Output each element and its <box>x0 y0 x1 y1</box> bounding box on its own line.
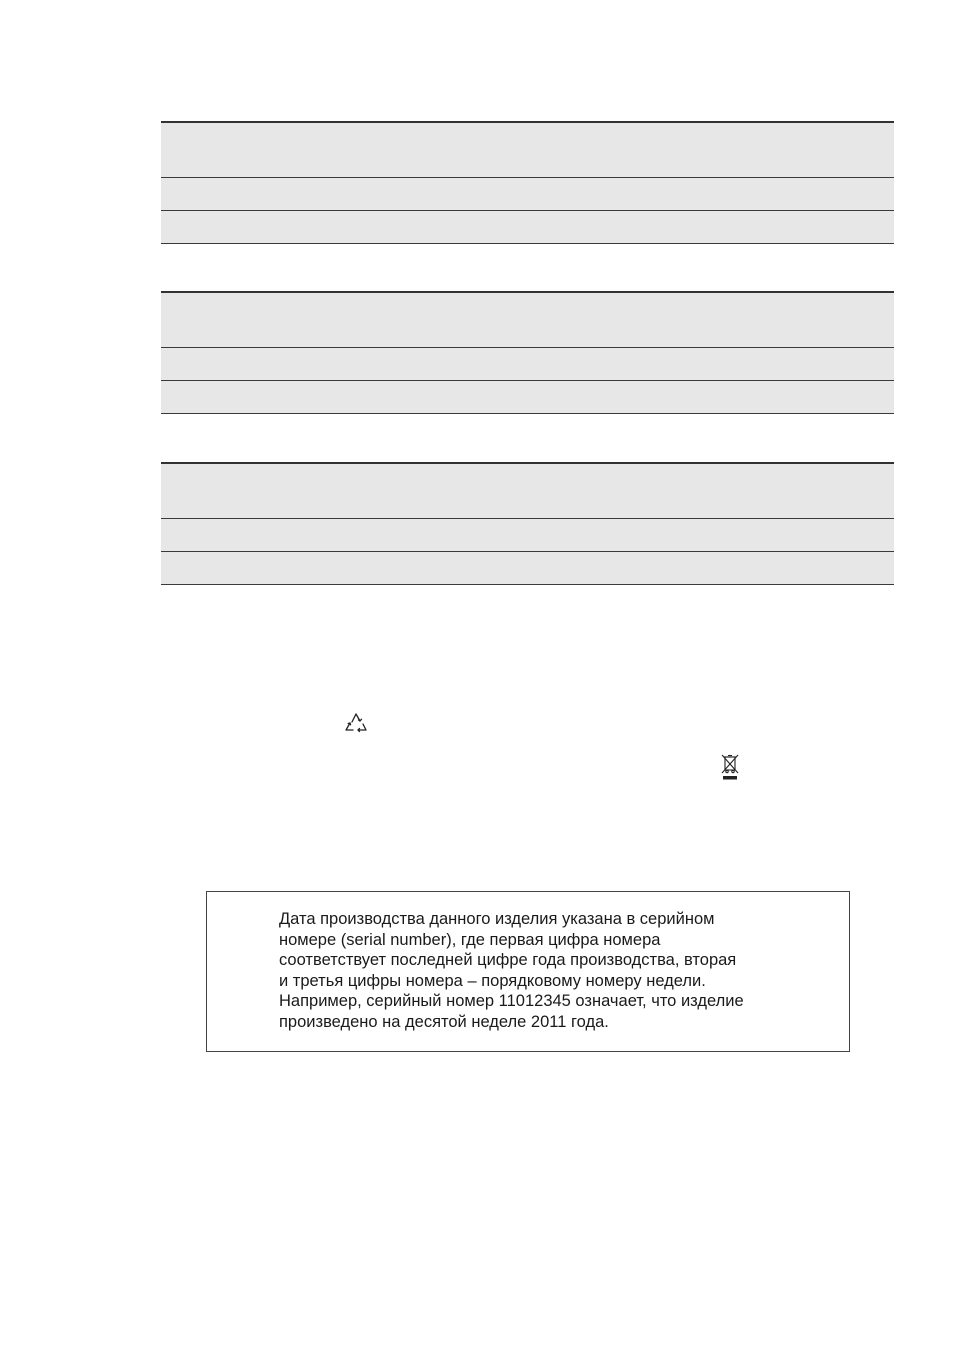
production-date-notice <box>206 891 850 1052</box>
table-header-row <box>161 293 894 348</box>
table-row <box>161 519 894 552</box>
spec-table-1 <box>161 121 894 244</box>
table-row <box>161 211 894 244</box>
table-row <box>161 178 894 211</box>
recycle-icon <box>341 709 371 739</box>
notice-line-1: Дата производства данного изделия указана в серийном <box>279 910 715 928</box>
table-row <box>161 552 894 585</box>
table-row <box>161 348 894 381</box>
notice-line-5: Например, серийный номер 11012345 означает, что изделие <box>279 992 744 1010</box>
notice-line-6: произведено на десятой неделе 2011 года. <box>279 1012 609 1031</box>
table-header-row <box>161 123 894 178</box>
notice-line-3: соответствует последней цифре года производства, вторая <box>279 951 737 969</box>
notice-text <box>279 909 839 1032</box>
table-header-row <box>161 464 894 519</box>
notice-line-2: номере (serial number), где первая цифра номера <box>279 930 661 949</box>
crossed-out-wheelie-bin-icon <box>719 753 741 781</box>
table-row <box>161 381 894 414</box>
spec-table-2 <box>161 291 894 414</box>
spec-table-3 <box>161 462 894 585</box>
notice-line-4: и третья цифры номера – порядковому номеру недели. <box>279 971 706 990</box>
